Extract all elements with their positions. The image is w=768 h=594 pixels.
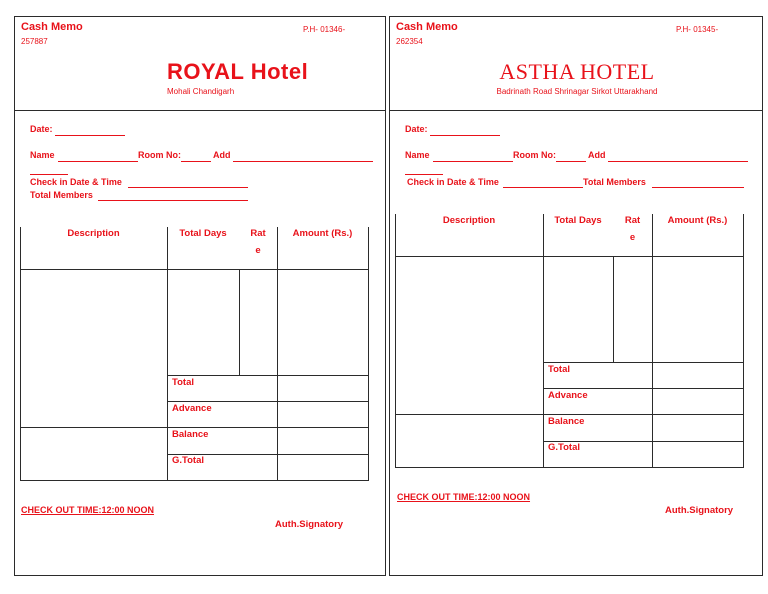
astha-hotel-cash-memo <box>389 16 763 576</box>
table-col-rate <box>613 256 614 362</box>
auth-signatory: Auth.Signatory <box>275 519 344 530</box>
gtotal-row-label: G.Total <box>172 455 205 466</box>
advance-row-label: Advance <box>548 390 588 401</box>
table-col-days <box>543 214 544 468</box>
checkin-label: Check in Date & Time <box>407 177 499 187</box>
header-divider <box>15 110 385 111</box>
auth-signatory: Auth.Signatory <box>665 505 734 516</box>
total-days-header: Total Days <box>179 228 227 239</box>
table-row-line <box>167 401 369 402</box>
checkin-field[interactable] <box>128 187 248 188</box>
hotel-name: ASTHA HOTEL <box>499 59 655 84</box>
members-field[interactable] <box>652 187 744 188</box>
members-label: Total Members <box>583 177 646 187</box>
table-bottom-line <box>395 467 744 468</box>
date-label: Date: <box>30 124 53 134</box>
date-field[interactable] <box>430 135 500 136</box>
name-label: Name <box>405 150 430 160</box>
rate-header-line2: e <box>255 245 261 256</box>
phone-number: P.H- 01346- <box>303 25 346 34</box>
cash-memo-label: Cash Memo <box>21 21 83 33</box>
name-field[interactable] <box>58 161 138 162</box>
cash-memo-label: Cash Memo <box>396 21 458 33</box>
table-row-line <box>543 362 744 363</box>
total-row-label: Total <box>172 377 194 388</box>
table-row-line <box>395 414 744 415</box>
description-header: Description <box>442 215 496 226</box>
royal-hotel-cash-memo <box>14 16 386 576</box>
members-label: Total Members <box>30 190 93 200</box>
table-border-left <box>395 214 396 468</box>
table-col-rate <box>239 269 240 375</box>
address-field-continued[interactable] <box>30 174 68 175</box>
address-field[interactable] <box>608 161 748 162</box>
checkout-time: CHECK OUT TIME:12:00 NOON <box>397 492 531 502</box>
table-border-right <box>368 227 369 481</box>
checkin-label: Check in Date & Time <box>30 177 122 187</box>
memo-number: 257887 <box>21 37 48 46</box>
table-header-divider <box>20 269 369 270</box>
room-field[interactable] <box>181 161 211 162</box>
amount-header: Amount (Rs.) <box>292 228 353 239</box>
gtotal-row-label: G.Total <box>548 442 581 453</box>
date-label: Date: <box>405 124 428 134</box>
add-label: Add <box>588 150 606 160</box>
room-field[interactable] <box>556 161 586 162</box>
amount-header: Amount (Rs.) <box>667 215 728 226</box>
name-field[interactable] <box>433 161 513 162</box>
table-col-amount <box>277 227 278 481</box>
room-label: Room No: <box>513 150 556 160</box>
table-col-amount <box>652 214 653 468</box>
memo-number: 262354 <box>396 37 423 46</box>
table-row-line <box>543 388 744 389</box>
balance-row-label: Balance <box>172 429 209 440</box>
table-border-right <box>743 214 744 468</box>
total-row-label: Total <box>548 364 570 375</box>
table-border-left <box>20 227 21 481</box>
room-label: Room No: <box>138 150 181 160</box>
phone-number: P.H- 01345- <box>676 25 719 34</box>
balance-row-label: Balance <box>548 416 585 427</box>
table-col-days <box>167 227 168 481</box>
checkout-time: CHECK OUT TIME:12:00 NOON <box>21 505 155 515</box>
header-divider <box>390 110 762 111</box>
add-label: Add <box>213 150 231 160</box>
address-field-continued[interactable] <box>405 174 443 175</box>
table-row-line <box>20 427 369 428</box>
checkin-field[interactable] <box>503 187 583 188</box>
address-field[interactable] <box>233 161 373 162</box>
name-label: Name <box>30 150 55 160</box>
table-header-divider <box>395 256 744 257</box>
description-header: Description <box>67 228 120 239</box>
total-days-header: Total Days <box>554 215 602 226</box>
date-field[interactable] <box>55 135 125 136</box>
members-field[interactable] <box>98 200 248 201</box>
table-row-line <box>167 375 369 376</box>
hotel-address: Mohali Chandigarh <box>167 87 235 96</box>
advance-row-label: Advance <box>172 403 212 414</box>
rate-header-line1: Rat <box>250 228 266 239</box>
rate-header-line2: e <box>629 232 636 243</box>
hotel-name: ROYAL Hotel <box>167 59 309 84</box>
table-bottom-line <box>20 480 369 481</box>
hotel-address: Badrinath Road Shrinagar Sirkot Uttarakhand <box>496 87 658 96</box>
rate-header-line1: Rat <box>624 215 641 226</box>
